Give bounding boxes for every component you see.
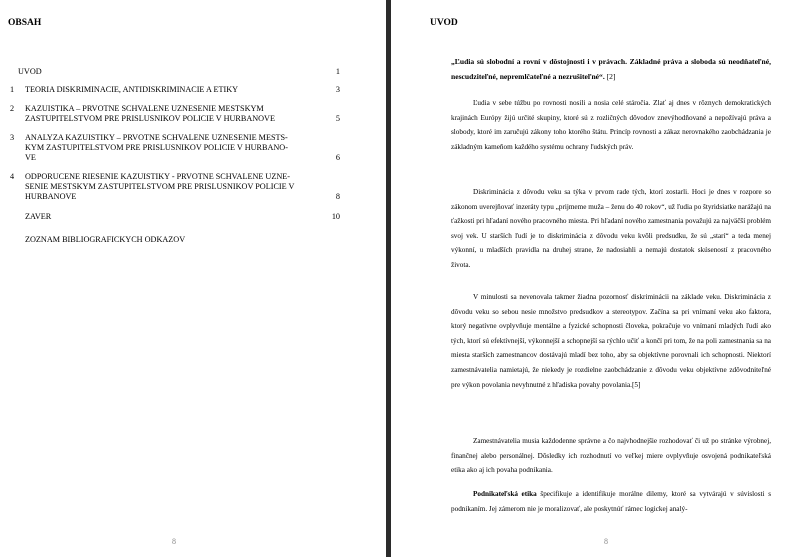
quote-reference: [2]	[606, 71, 616, 81]
toc-entry-number: 4	[10, 172, 15, 181]
intro-heading: UVOD	[430, 18, 458, 28]
toc-entry-page: 1	[335, 67, 340, 76]
toc-entry-text: TEORIA DISKRIMINACIE, ANTIDISKRIMINACIE A ETIKY	[25, 85, 239, 94]
toc-heading: OBSAH	[8, 18, 42, 28]
toc-page	[0, 0, 386, 557]
toc-entry-page: 6	[335, 153, 340, 162]
toc-entry-text: ZOZNAM BIBLIOGRAFICKYCH ODKAZOV	[25, 235, 186, 244]
toc-entry-page: 3	[335, 85, 340, 94]
page-number: 8	[172, 537, 176, 546]
toc-entry-number: 3	[10, 133, 15, 142]
paragraph-1: Ľudia v sebe túžbu po rovnosti nosili a nosia celé stáročia. Zlať aj dnes v rôznych demokratických krajinách Európy žijú určité skupiny, ktoré sú z rozličných dôvodov znevýhodňované a nepožívajú práva a slobody, ktoré im zaručujú zákony toho ktorého štátu. Princíp rovnosti a zákaz nerovnakého zaobchádzania je základným kameňom každého systému ochrany ľudských práv.	[451, 99, 771, 151]
toc-entry-page: 5	[335, 114, 340, 123]
toc-entry-text: ANALYZA KAZUISTIKY – PRVOTNE SCHVALENE UZNESENIE MESTS-KYM ZASTUPITELSTVOM PRE PRISLUSNIKOV POLICIE V HURBANO-VE	[25, 133, 288, 162]
toc-entry-number: 2	[10, 104, 15, 113]
toc-entry-text: ODPORUCENE RIESENIE KAZUISTIKY - PRVOTNE SCHVALENE UZNE-SENIE MESTSKYM ZASTUPITELSTVOM PRE PRISLUSNIKOV POLICIE V HURBANOVE	[25, 172, 295, 201]
toc-entry-text: KAZUISTIKA – PRVOTNE SCHVALENE UZNESENIE MESTSKYM ZASTUPITELSTVOM PRE PRISLUSNIKOV POLICIE V HURBANOVE	[25, 104, 275, 123]
paragraph-3: V minulosti sa nevenovala takmer žiadna pozornosť diskriminácii na základe veku. Diskriminácia z dôvodu veku so sebou nesie množstvo predsudkov a stereotypov. Začína sa pri vnímaní veku ako faktora, ktorý negatívne ovplyvňuje mentálne a fyzické schopnosti človeka, pokračuje vo vnímaní mladých ľudí ako tých, ktorí sú efektívnejší, výkonnejší a schopnejší sa rýchlo učiť a končí pri tom, že na poli zamestnania sa na miesta starších zamestnancov dostávajú mladí bez toho, aby sa objektívne porovnali ich schopnosti. Niektorí zamestnávatelia namietajú, že niekedy je rozdielne zaobchádzanie z dôvodu veku objektívne zdôvodniteľné pre výkon povolania nevyhnutné z hľadiska povahy povolania.[5]	[451, 293, 771, 389]
bold-term: Podnikateľská etika	[473, 490, 537, 498]
intro-page	[391, 0, 800, 557]
toc-entry-number: 1	[10, 85, 15, 94]
paragraph-2: Diskriminácia z dôvodu veku sa týka v prvom rade tých, ktorí zostarli. Hoci je dnes v rozpore so zákonom uverejňovať inzeráty typu „prijmeme muža – ženu do 40 rokov“, už ľudia po štyridsiatke narážajú na ťažkosti pri hľadaní nového pracovného miesta. Pri hľadaní nového zamestnania považujú za najväčší problém svoj vek. U starších ľudí je to diskriminácia z dôvodu veku kvôli predsudku, že sú „starí“ a teda menej výkonní, u mladších pravidla na druhej strane, že nadosiahli a nemajú dostatok skúseností z pracovného života.	[451, 188, 771, 269]
toc-entry-text: UVOD	[18, 67, 42, 76]
paragraph-5-text: špecifikuje a identifikuje morálne dilemy, ktoré sa vytvárajú v súvislosti s podnikaním. Jej zámerom nie je moralizovať, ale poskytnúť rámec logickej analý-	[451, 490, 771, 513]
toc-entry-page: 10	[331, 212, 340, 221]
page-number: 8	[604, 537, 608, 546]
quote-text: „Ľudia sú slobodní a rovní v dôstojnosti i v právach. Základné práva a sloboda sú neodňateľné, nescudziteľné, nepremlčateľné a nezrušiteľné“.	[451, 57, 771, 81]
intro-quote	[451, 55, 771, 84]
paragraph-4: Zamestnávatelia musia každodenne správne a čo najvhodnejšie rozhodovať či už po stránke výrobnej, finančnej alebo personálnej. Dôsledky ich rozhodnutí vo veľkej miere ovplyvňuje osvojená podnikateľská etika ako aj ich povaha podnikania.	[451, 437, 771, 475]
paragraph-5	[451, 487, 771, 516]
toc-entry-page: 8	[335, 192, 340, 201]
toc-entry-text: ZAVER	[25, 212, 52, 221]
